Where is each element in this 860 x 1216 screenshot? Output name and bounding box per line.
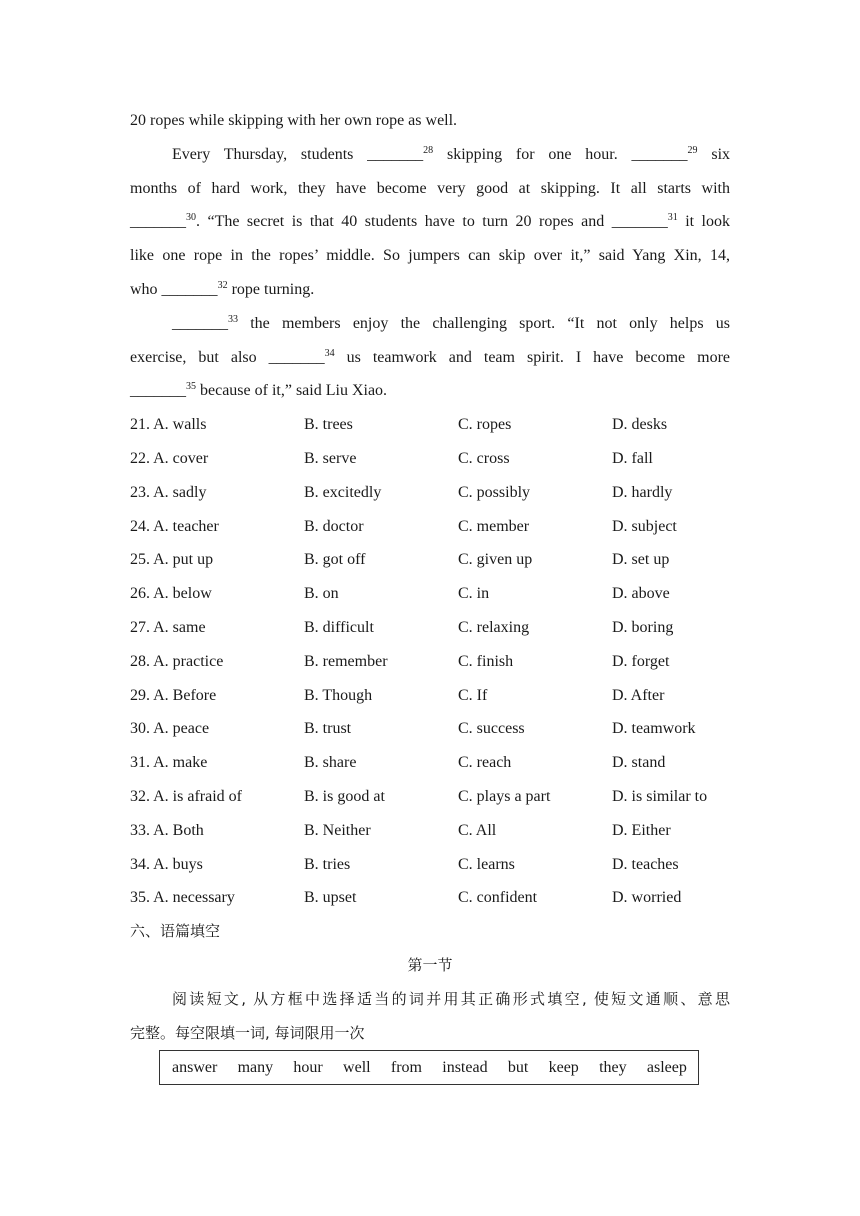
word-option: instead [442,1058,488,1076]
option-c: C. success [458,720,525,738]
option-b: B. trees [304,416,353,434]
passage-line: 20 ropes while skipping with her own rope as well. [130,112,458,129]
option-d: D. set up [612,551,670,569]
option-a: 33. A. Both [130,821,204,839]
option-a: 21. A. walls [130,416,207,434]
option-c: C. reach [458,754,512,772]
option-d: D. stand [612,754,666,772]
option-a: 32. A. is afraid of [130,787,242,805]
option-b: B. serve [304,449,357,467]
document-page [130,104,730,1050]
option-d: D. teaches [612,855,679,873]
passage-line: _______$^{35}$ because of it,” said Liu Xiao. [130,381,388,400]
option-c: C. given up [458,551,533,569]
option-d: D. is similar to [612,787,708,805]
question-row [130,577,730,611]
question-row [130,780,730,814]
word-option: hour [293,1058,323,1076]
passage-line: Every Thursday, students _______$^{28}$ skipping for one hour. _______$^{29}$ six [172,144,731,163]
option-c: C. finish [458,652,514,670]
question-list [130,408,730,915]
word-option: asleep [646,1058,687,1076]
option-a: 29. A. Before [130,686,217,704]
question-row [130,848,730,882]
question-row [130,712,730,746]
option-a: 24. A. teacher [130,517,219,535]
question-row [130,442,730,476]
option-b: B. share [304,754,357,772]
section-heading: 六、语篇填空 [130,922,221,941]
question-row [130,408,730,442]
word-option: from [390,1058,422,1076]
question-row [130,679,730,713]
word-option: keep [548,1058,579,1076]
option-c: C. relaxing [458,618,530,636]
word-option: well [343,1058,371,1076]
question-row [130,611,730,645]
option-c: C. member [458,517,530,535]
word-box [159,1050,699,1085]
option-d: D. subject [612,517,677,535]
question-row [130,814,730,848]
passage-line: _______$^{30}$. “The secret is that 40 students have to turn 20 ropes and _______$^{31}$ it look [130,212,730,231]
section-subheading: 第一节 [407,955,453,974]
option-b: B. tries [304,855,351,873]
option-b: B. got off [304,551,366,569]
passage-line: months of hard work, they have become very good at skipping. It all starts with [130,179,730,197]
option-a: 23. A. sadly [130,483,207,501]
option-a: 28. A. practice [130,652,224,670]
instruction-line: 阅读短文, 从方框中选择适当的词并用其正确形式填空, 使短文通顺、意思 [172,989,730,1008]
option-d: D. desks [612,416,668,434]
passage-line: _______$^{33}$ the members enjoy the challenging sport. “It not only helps us [172,313,730,332]
option-a: 27. A. same [130,618,206,636]
word-option: many [237,1058,274,1076]
option-b: B. excitedly [304,483,382,501]
option-b: B. difficult [304,618,374,636]
question-row [130,510,730,544]
option-a: 26. A. below [130,585,212,603]
word-option: but [507,1058,529,1076]
option-c: C. plays a part [458,787,551,805]
option-d: D. boring [612,618,674,636]
option-d: D. worried [612,889,682,907]
option-a: 22. A. cover [130,449,209,467]
option-c: C. ropes [458,416,512,434]
word-option: answer [172,1058,218,1076]
option-c: C. If [458,686,488,704]
option-d: D. After [612,686,665,704]
option-c: C. All [458,821,497,839]
option-a: 30. A. peace [130,720,210,738]
option-d: D. above [612,585,670,603]
option-a: 31. A. make [130,754,208,772]
option-a: 35. A. necessary [130,889,235,907]
option-b: B. on [304,585,339,603]
instruction-line: 完整。每空限填一词, 每词限用一次 [130,1023,365,1042]
option-a: 34. A. buys [130,855,203,873]
question-row [130,476,730,510]
question-row [130,746,730,780]
option-b: B. doctor [304,517,364,535]
option-a: 25. A. put up [130,551,214,569]
option-d: D. teamwork [612,720,696,738]
word-option: they [599,1058,627,1076]
option-d: D. Either [612,821,671,839]
passage-line: who _______$^{32}$ rope turning. [130,279,315,298]
option-b: B. Neither [304,821,371,839]
question-row [130,645,730,679]
option-c: C. cross [458,449,510,467]
option-b: B. trust [304,720,352,738]
option-b: B. upset [304,889,357,907]
question-row [130,881,730,915]
option-b: B. is good at [304,787,385,805]
option-c: C. in [458,585,490,603]
passage-line: like one rope in the ropes’ middle. So jumpers can skip over it,” said Yang Xin, 14, [130,247,730,265]
option-c: C. possibly [458,483,531,501]
option-c: C. confident [458,889,538,907]
option-b: B. remember [304,652,388,670]
option-d: D. hardly [612,483,673,501]
passage-line: exercise, but also _______$^{34}$ us teamwork and team spirit. I have become more [130,347,730,366]
question-row [130,543,730,577]
option-b: B. Though [304,686,373,704]
option-d: D. forget [612,652,670,670]
option-c: C. learns [458,855,515,873]
option-d: D. fall [612,449,653,467]
